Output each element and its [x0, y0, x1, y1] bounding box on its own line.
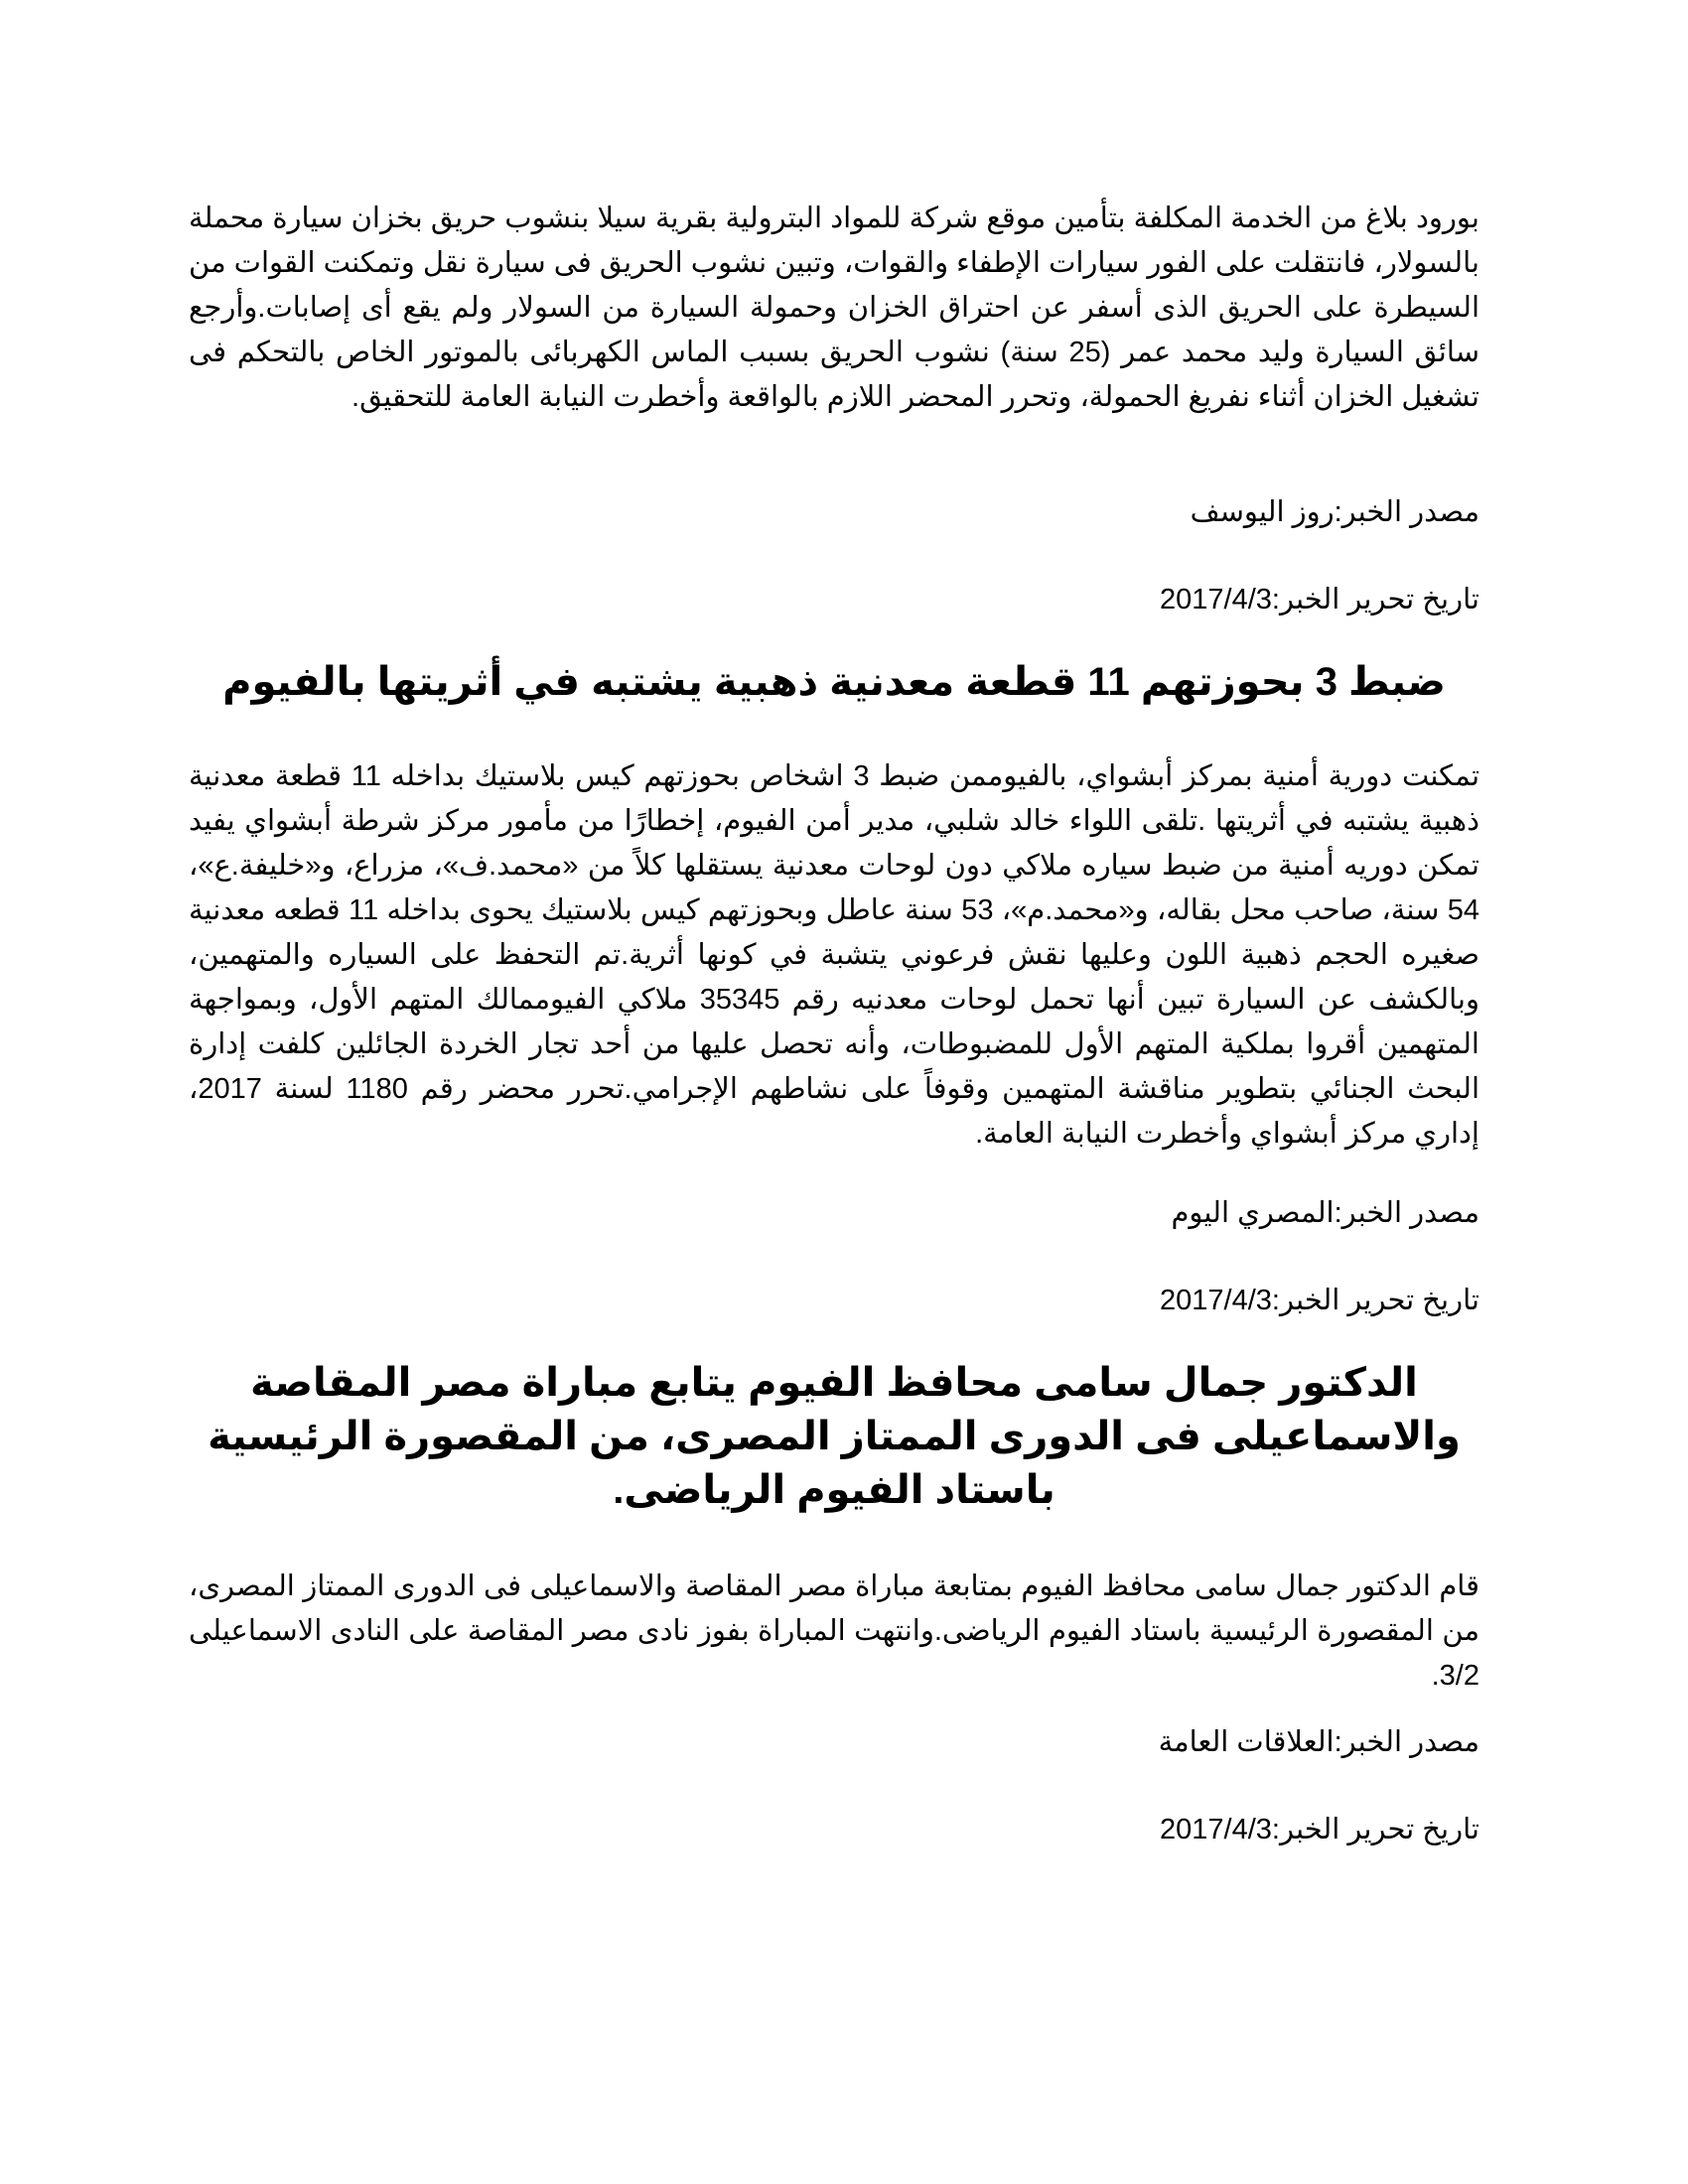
article-3-body: قام الدكتور جمال سامى محافظ الفيوم بمتابعة مباراة مصر المقاصة والاسماعيلى فى الدورى الممتاز المصرى، من المقصورة الرئيسية باستاد الفيوم الرياضى.وانتهت المباراة بفوز نادى مصر المقاصة على النادى الاسماعيلى 3/2.: [189, 1570, 1479, 1692]
article-3-title: الدكتور جمال سامى محافظ الفيوم يتابع مباراة مصر المقاصة والاسماعيلى فى الدورى الممتاز المصرى، من المقصورة الرئيسية باستاد الفيوم الرياضى.: [208, 1361, 1461, 1512]
document-page: [189, 0, 1479, 2184]
article-2-title: ضبط 3 بحوزتهم 11 قطعة معدنية ذهبية يشتبه في أثريتها بالفيوم: [222, 660, 1446, 704]
article-1-source: مصدر الخبر:روز اليوسف: [1190, 496, 1479, 528]
article-2-body: تمكنت دورية أمنية بمركز أبشواي، بالفيوممن ضبط 3 اشخاص بحوزتهم كيس بلاستيك بداخله 11 قطعة معدنية ذهبية يشتبه في أثريتها .تلقى اللواء خالد شلبي، مدير أمن الفيوم، إخطارًا من مأمور مركز شرطة أبشواي يفيد تمكن دوريه أمنية من ضبط سياره ملاكي دون لوحات معدنية يستقلها كلاً من «محمد.ف»، مزراع، و«خليفة.ع»، 54 سنة، صاحب محل بقاله، و«محمد.م»، 53 سنة عاطل وبحوزتهم كيس بلاستيك يحوى بداخله 11 قطعه معدنية صغيره الحجم ذهبية اللون وعليها نقش فرعوني يتشبة في كونها أثرية.تم التحفظ على السياره والمتهمين، وبالكشف عن السيارة تبين أنها تحمل لوحات معدنيه رقم 35345 ملاكي الفيوممالك المتهم الأول، وبمواجهة المتهمين أقروا بملكية المتهم الأول للمضبوطات، وأنه تحصل عليها من أحد تجار الخردة الجائلين كلفت إدارة البحث الجنائي بتطوير مناقشة المتهمين وقوفاً على نشاطهم الإجرامي.تحرر محضر رقم 1180 لسنة 2017، إداري مركز أبشواي وأخطرت النيابة العامة.: [189, 760, 1480, 1150]
article-1-body: بورود بلاغ من الخدمة المكلفة بتأمين موقع شركة للمواد البترولية بقرية سيلا بنشوب حريق بخزان سيارة محملة بالسولار، فانتقلت على الفور سيارات الإطفاء والقوات، وتبين نشوب الحريق فى سيارة نقل وتمكنت القوات من السيطرة على الحريق الذى أسفر عن احتراق الخزان وحمولة السيارة من السولار ولم يقع أى إصابات.وأرجع سائق السيارة وليد محمد عمر (25 سنة) نشوب الحريق بسبب الماس الكهربائى بالموتور الخاص بالتحكم فى تشغيل الخزان أثناء نفريغ الحمولة، وتحرر المحضر اللازم بالواقعة وأخطرت النيابة العامة للتحقيق.: [189, 203, 1480, 413]
article-2-source: مصدر الخبر:المصري اليوم: [1171, 1197, 1479, 1229]
article-2-date: تاريخ تحرير الخبر:2017/4/3: [1160, 1285, 1479, 1316]
article-1-date: تاريخ تحرير الخبر:2017/4/3: [1160, 584, 1479, 615]
article-3-source: مصدر الخبر:العلاقات العامة: [1158, 1726, 1479, 1758]
article-3-date: تاريخ تحرير الخبر:2017/4/3: [1160, 1814, 1479, 1845]
